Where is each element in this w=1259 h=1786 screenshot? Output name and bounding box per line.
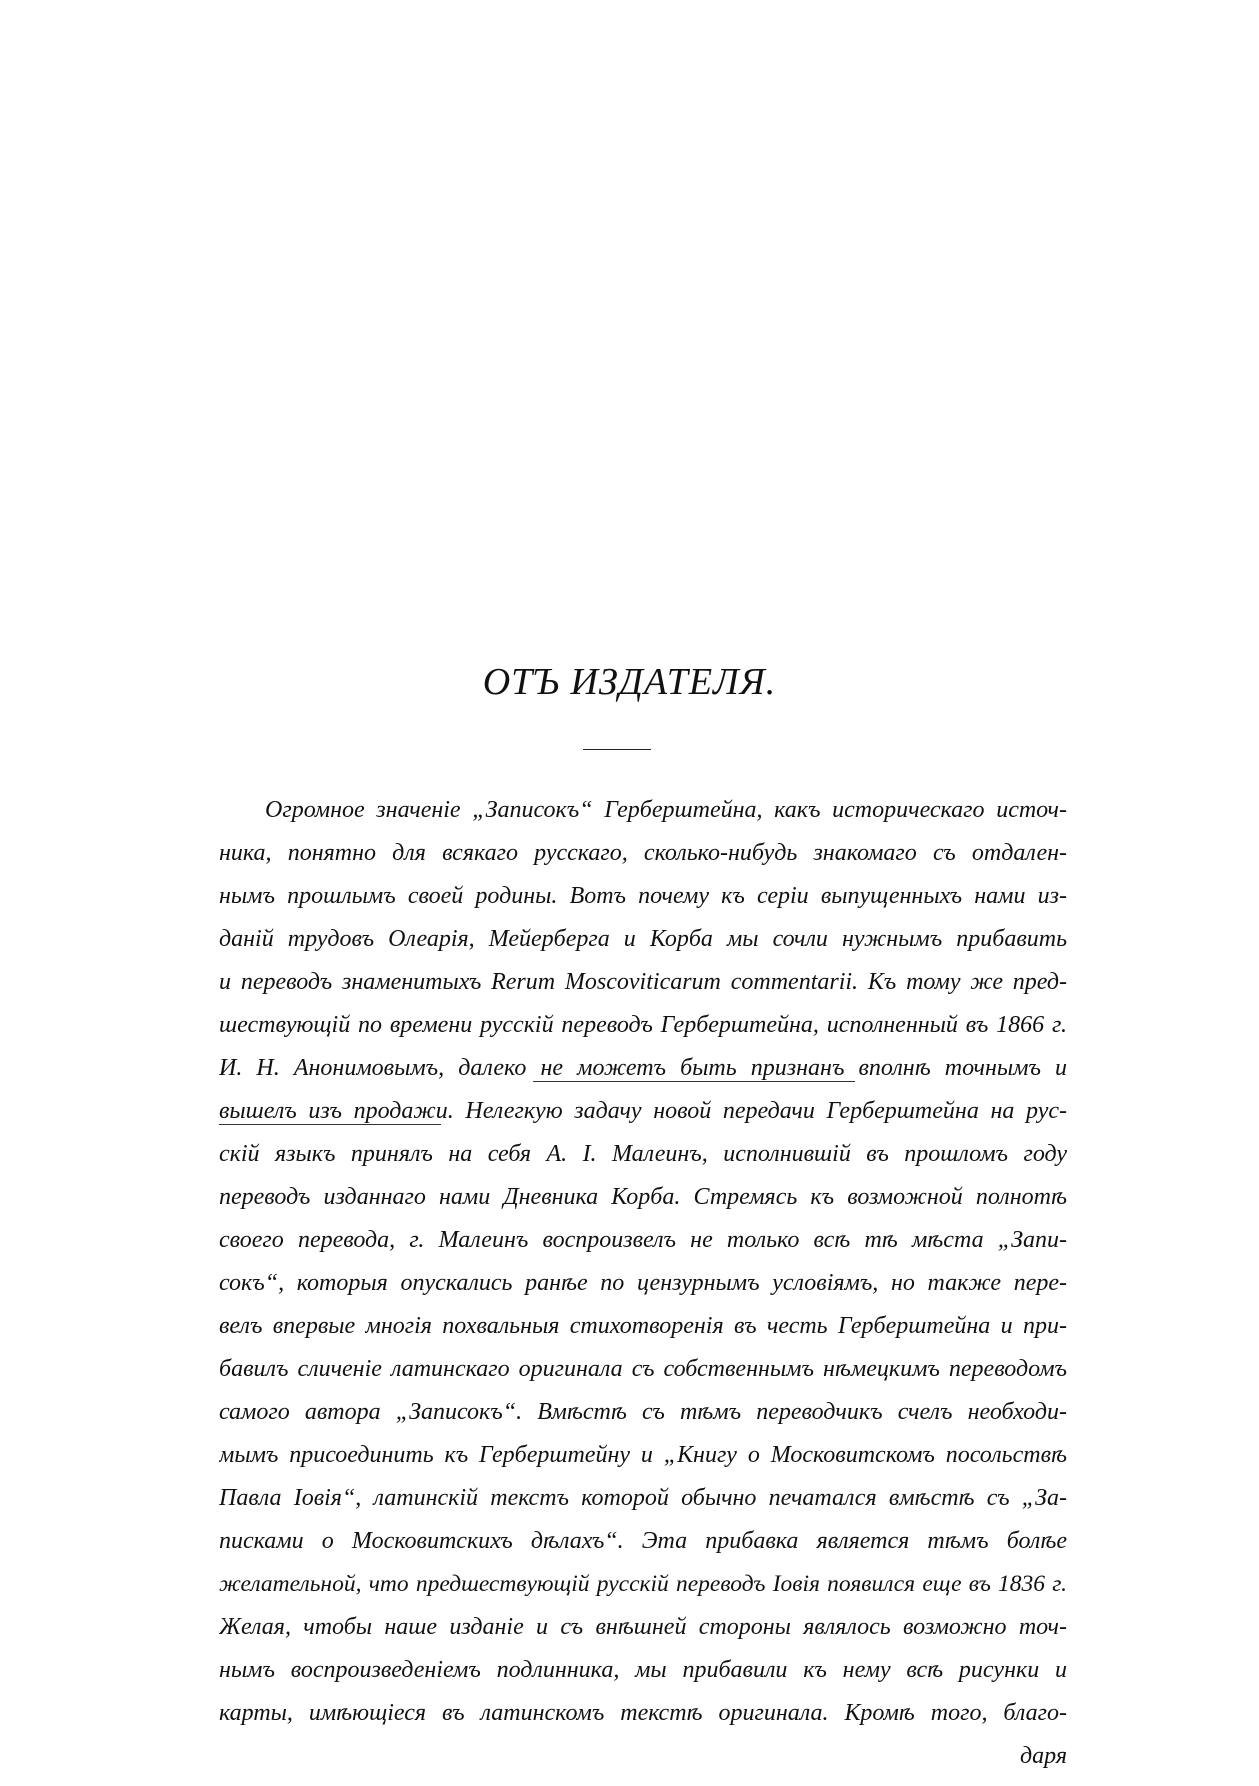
text-line: нымъ прошлымъ своей родины. Вотъ почему къ серiи выпущенныхъ нами из- [219, 883, 1067, 909]
text-line: скiй языкъ принялъ на себя А. I. Малеинъ, исполнившiй въ прошломъ году [219, 1141, 1067, 1167]
text-line-content: вышелъ изъ продажи. Нелегкую задачу новой передачи Герберштейна на рус- [219, 1098, 1067, 1124]
page-title: ОТЪ ИЗДАТЕЛЯ. [482, 661, 777, 703]
title-rule-divider [583, 749, 651, 750]
text-line [219, 1053, 1067, 1083]
catchword: даря [1020, 1743, 1067, 1769]
text-line: Огромное значенiе „Записокъ“ Герберштейна, какъ историческаго источ- [265, 797, 1067, 823]
text-line: мымъ присоединить къ Герберштейну и „Книгу о Московитскомъ посольствѣ [219, 1442, 1067, 1468]
text-line: бавилъ сличенiе латинскаго оригинала съ собственнымъ нѣмецкимъ переводомъ [219, 1356, 1067, 1382]
text-line: сокъ“, которыя опускались ранѣе по цензурнымъ условiямъ, но также пере- [219, 1270, 1067, 1296]
text-line-content: И. Н. Анонимовымъ, далеко не можетъ быть признанъ вполнѣ точнымъ и [219, 1055, 1067, 1081]
text-line: ника, понятно для всякаго русскаго, сколько-нибудь знакомаго съ отдален- [219, 840, 1067, 866]
text-line: велъ впервые многiя похвальныя стихотворенiя въ честь Герберштейна и при- [219, 1313, 1067, 1339]
text-line: писками о Московитскихъ дѣлахъ“. Эта прибавка является тѣмъ болѣе [219, 1528, 1067, 1554]
text-line: карты, имѣющiеся въ латинскомъ текстѣ оригинала. Кромѣ того, благо- [219, 1700, 1067, 1726]
text-line: своего перевода, г. Малеинъ воспроизвелъ не только всѣ тѣ мѣста „Запи- [219, 1227, 1067, 1253]
text-line: и переводъ знаменитыхъ Rerum Moscoviticarum commentarii. Къ тому же пред- [219, 969, 1067, 995]
text-line: Павла Iовiя“, латинскiй текстъ которой обычно печатался вмѣстѣ съ „За- [219, 1485, 1067, 1511]
text-line: желательной, что предшествующiй русскiй переводъ Iовiя появился еще въ 1836 г. [219, 1571, 1067, 1597]
text-line: переводъ изданнаго нами Дневника Корба. Стремясь къ возможной полнотѣ [219, 1184, 1067, 1210]
text-line: Желая, чтобы наше изданiе и съ внѣшней стороны являлось возможно точ- [219, 1614, 1067, 1640]
text-line: данiй трудовъ Олеарiя, Мейерберга и Корба мы сочли нужнымъ прибавить [219, 926, 1067, 952]
text-line: самого автора „Записокъ“. Вмѣстѣ съ тѣмъ переводчикъ счелъ необходи- [219, 1399, 1067, 1425]
text-line: шествующiй по времени русскiй переводъ Герберштейна, исполненный въ 1866 г. [219, 1012, 1067, 1038]
text-line [219, 1096, 1067, 1126]
text-line: нымъ воспроизведенiемъ подлинника, мы прибавили къ нему всѣ рисунки и [219, 1657, 1067, 1683]
